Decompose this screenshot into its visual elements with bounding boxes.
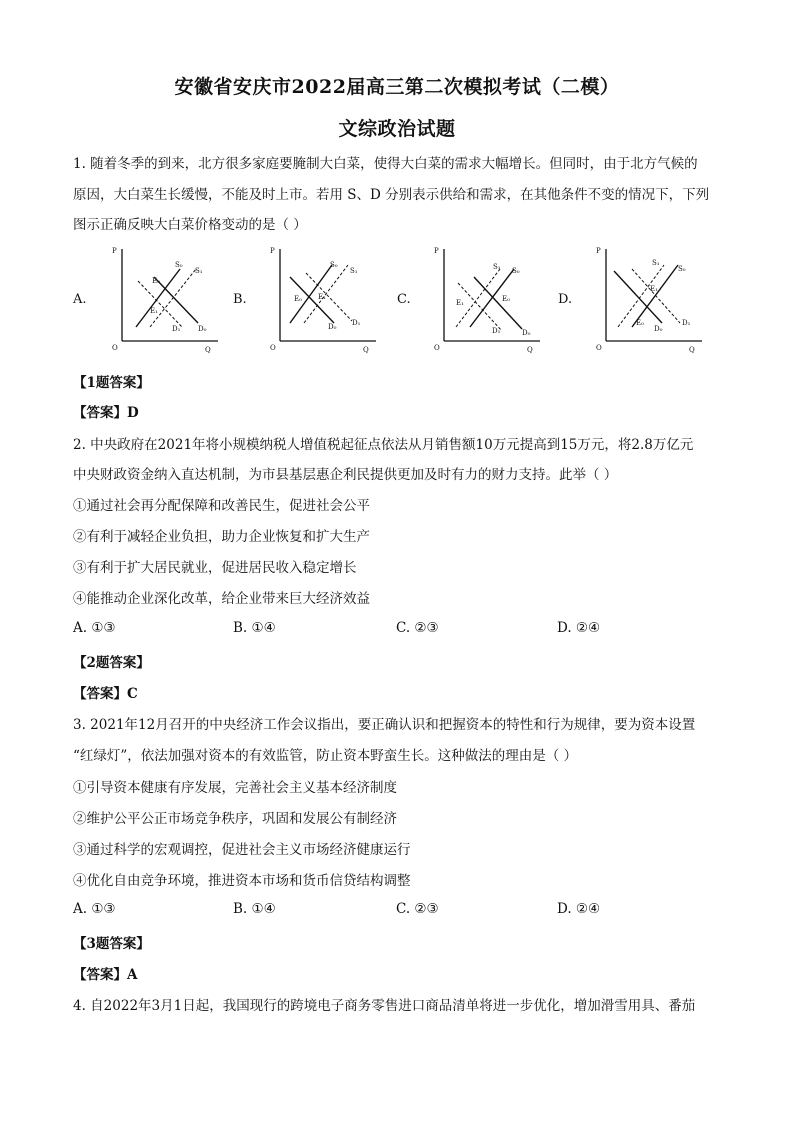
q3-statement-4: ④优化自由竞争环境，推进资本市场和货币信贷结构调整 bbox=[73, 873, 411, 889]
graph-b-label: B. bbox=[233, 292, 247, 307]
q1-answer: 【答案】D bbox=[73, 405, 139, 421]
q3-line-2: “红绿灯”，依法加强对资本的有效监管，防止资本野蛮生长。这种做法的理由是（ ） bbox=[73, 748, 578, 764]
q2-option-d: D. ②④ bbox=[557, 620, 601, 636]
graph-c-curve-label: D₀ bbox=[522, 329, 531, 337]
graph-c-o: O bbox=[434, 344, 440, 352]
graph-a-curve-label: D₀ bbox=[198, 325, 207, 333]
q1-line-3: 图示正确反映大白菜价格变动的是（ ） bbox=[73, 217, 307, 233]
graph-c-label: C. bbox=[397, 292, 411, 307]
graph-b bbox=[266, 243, 386, 355]
graph-d-curve-label: D₀ bbox=[654, 325, 663, 333]
q2-statement-3: ③有利于扩大居民就业，促进居民收入稳定增长 bbox=[73, 560, 357, 576]
graph-a-o: O bbox=[112, 344, 118, 352]
q2-option-b: B. ①④ bbox=[233, 620, 276, 636]
q2-statement-4: ④能推动企业深化改革，给企业带来巨大经济效益 bbox=[73, 591, 370, 607]
graph-c-q: Q bbox=[527, 346, 533, 354]
page-title: 安徽省安庆市2022届高三第二次模拟考试（二模） bbox=[174, 76, 620, 98]
q2-option-c: C. ②③ bbox=[396, 620, 439, 636]
graph-d-curve-label: D₁ bbox=[682, 319, 691, 327]
graph-d-curve-label: S₁ bbox=[652, 259, 660, 267]
q1-section-heading: 【1题答案】 bbox=[73, 375, 150, 391]
graph-a bbox=[108, 243, 228, 355]
graph-a-q: Q bbox=[205, 346, 211, 354]
graph-d-curve bbox=[632, 269, 680, 323]
graph-c-p: P bbox=[434, 247, 439, 255]
page-subtitle: 文综政治试题 bbox=[338, 118, 456, 140]
q3-statement-2: ②维护公平公正市场竞争秩序，巩固和发展公有制经济 bbox=[73, 811, 397, 827]
q3-statement-3: ③通过科学的宏观调控，促进社会主义市场经济健康运行 bbox=[73, 842, 411, 858]
graph-d-curve-label: S₀ bbox=[678, 265, 686, 273]
graph-b-p: P bbox=[270, 247, 275, 255]
graph-a-curve-label: S₀ bbox=[175, 261, 183, 269]
graph-c-curve bbox=[474, 277, 522, 329]
q1-line-1: 1. 随着冬季的到来，北方很多家庭要腌制大白菜，使得大白菜的需求大幅增长。但同时，由于北方气候的 bbox=[73, 156, 698, 172]
graph-a-curve bbox=[154, 277, 198, 323]
q3-option-a: A. ①③ bbox=[73, 901, 116, 917]
q2-answer: 【答案】C bbox=[73, 686, 138, 702]
graph-d-curve-label: E₁ bbox=[650, 285, 658, 293]
graph-d-o: O bbox=[596, 344, 602, 352]
q2-statement-1: ①通过社会再分配保障和改善民生，促进社会公平 bbox=[73, 498, 370, 514]
graph-a-curve-label: E₀ bbox=[152, 277, 160, 285]
graph-b-curve-label: S₀ bbox=[330, 261, 338, 269]
graph-d-label: D. bbox=[558, 292, 573, 307]
q1-line-2: 原因，大白菜生长缓慢，不能及时上市。若用 S、D 分别表示供给和需求，在其他条件不变的情况下，下列 bbox=[73, 187, 710, 203]
graph-a-label: A. bbox=[73, 292, 87, 307]
q3-statement-1: ①引导资本健康有序发展，完善社会主义基本经济制度 bbox=[73, 780, 397, 796]
graph-b-curve-label: S₁ bbox=[350, 267, 358, 275]
graph-a-curve-label: S₁ bbox=[195, 267, 203, 275]
q3-option-c: C. ②③ bbox=[396, 901, 439, 917]
graph-d-p: P bbox=[596, 247, 601, 255]
q3-line-1: 3. 2021年12月召开的中央经济工作会议指出，要正确认识和把握资本的特性和行为规律，要为资本设置 bbox=[73, 717, 696, 733]
graph-c-curve bbox=[458, 283, 502, 331]
graph-d-q: Q bbox=[689, 346, 695, 354]
q4-line-1: 4. 自2022年3月1日起，我国现行的跨境电子商务零售进口商品清单将进一步优化，增加滑雪用具、番茄 bbox=[73, 998, 696, 1014]
graph-b-o: O bbox=[270, 344, 276, 352]
q2-statement-2: ②有利于减轻企业负担，助力企业恢复和扩大生产 bbox=[73, 529, 370, 545]
graph-a-curve bbox=[138, 281, 182, 327]
q2-option-a: A. ①③ bbox=[73, 620, 116, 636]
graph-b-curve-label: E₁ bbox=[318, 293, 326, 301]
graph-c bbox=[430, 243, 550, 355]
q2-line-1: 2. 中央政府在2021年将小规模纳税人增值税起征点依法从月销售额10万元提高到15万元，将2.8万亿元 bbox=[73, 437, 694, 453]
q2-section-heading: 【2题答案】 bbox=[73, 655, 150, 671]
graph-a-curve-label: D₁ bbox=[172, 325, 181, 333]
graph-c-curve-label: S₁ bbox=[493, 263, 501, 271]
q3-option-d: D. ②④ bbox=[557, 901, 601, 917]
graph-b-curve-label: E₀ bbox=[294, 295, 302, 303]
q3-answer: 【答案】A bbox=[73, 967, 138, 983]
q3-section-heading: 【3题答案】 bbox=[73, 936, 150, 952]
q2-line-2: 中央财政资金纳入直达机制，为市县基层惠企利民提供更加及时有力的财力支持。此举（ ） bbox=[73, 467, 618, 483]
graph-c-curve-label: E₀ bbox=[502, 295, 510, 303]
graph-d bbox=[592, 243, 712, 355]
graph-b-curve-label: D₀ bbox=[328, 323, 337, 331]
graph-b-curve-label: D₁ bbox=[352, 319, 361, 327]
graph-c-curve-label: E₁ bbox=[456, 299, 464, 307]
q3-option-b: B. ①④ bbox=[233, 901, 276, 917]
graph-b-curve bbox=[306, 273, 352, 321]
graph-c-curve-label: D₁ bbox=[492, 327, 501, 335]
graph-a-curve-label: E₁ bbox=[150, 307, 158, 315]
graph-c-curve-label: S₀ bbox=[512, 267, 520, 275]
graph-a-p: P bbox=[112, 247, 117, 255]
graph-d-curve bbox=[632, 265, 678, 327]
graph-b-q: Q bbox=[363, 346, 369, 354]
graph-d-curve-label: E₀ bbox=[636, 319, 644, 327]
